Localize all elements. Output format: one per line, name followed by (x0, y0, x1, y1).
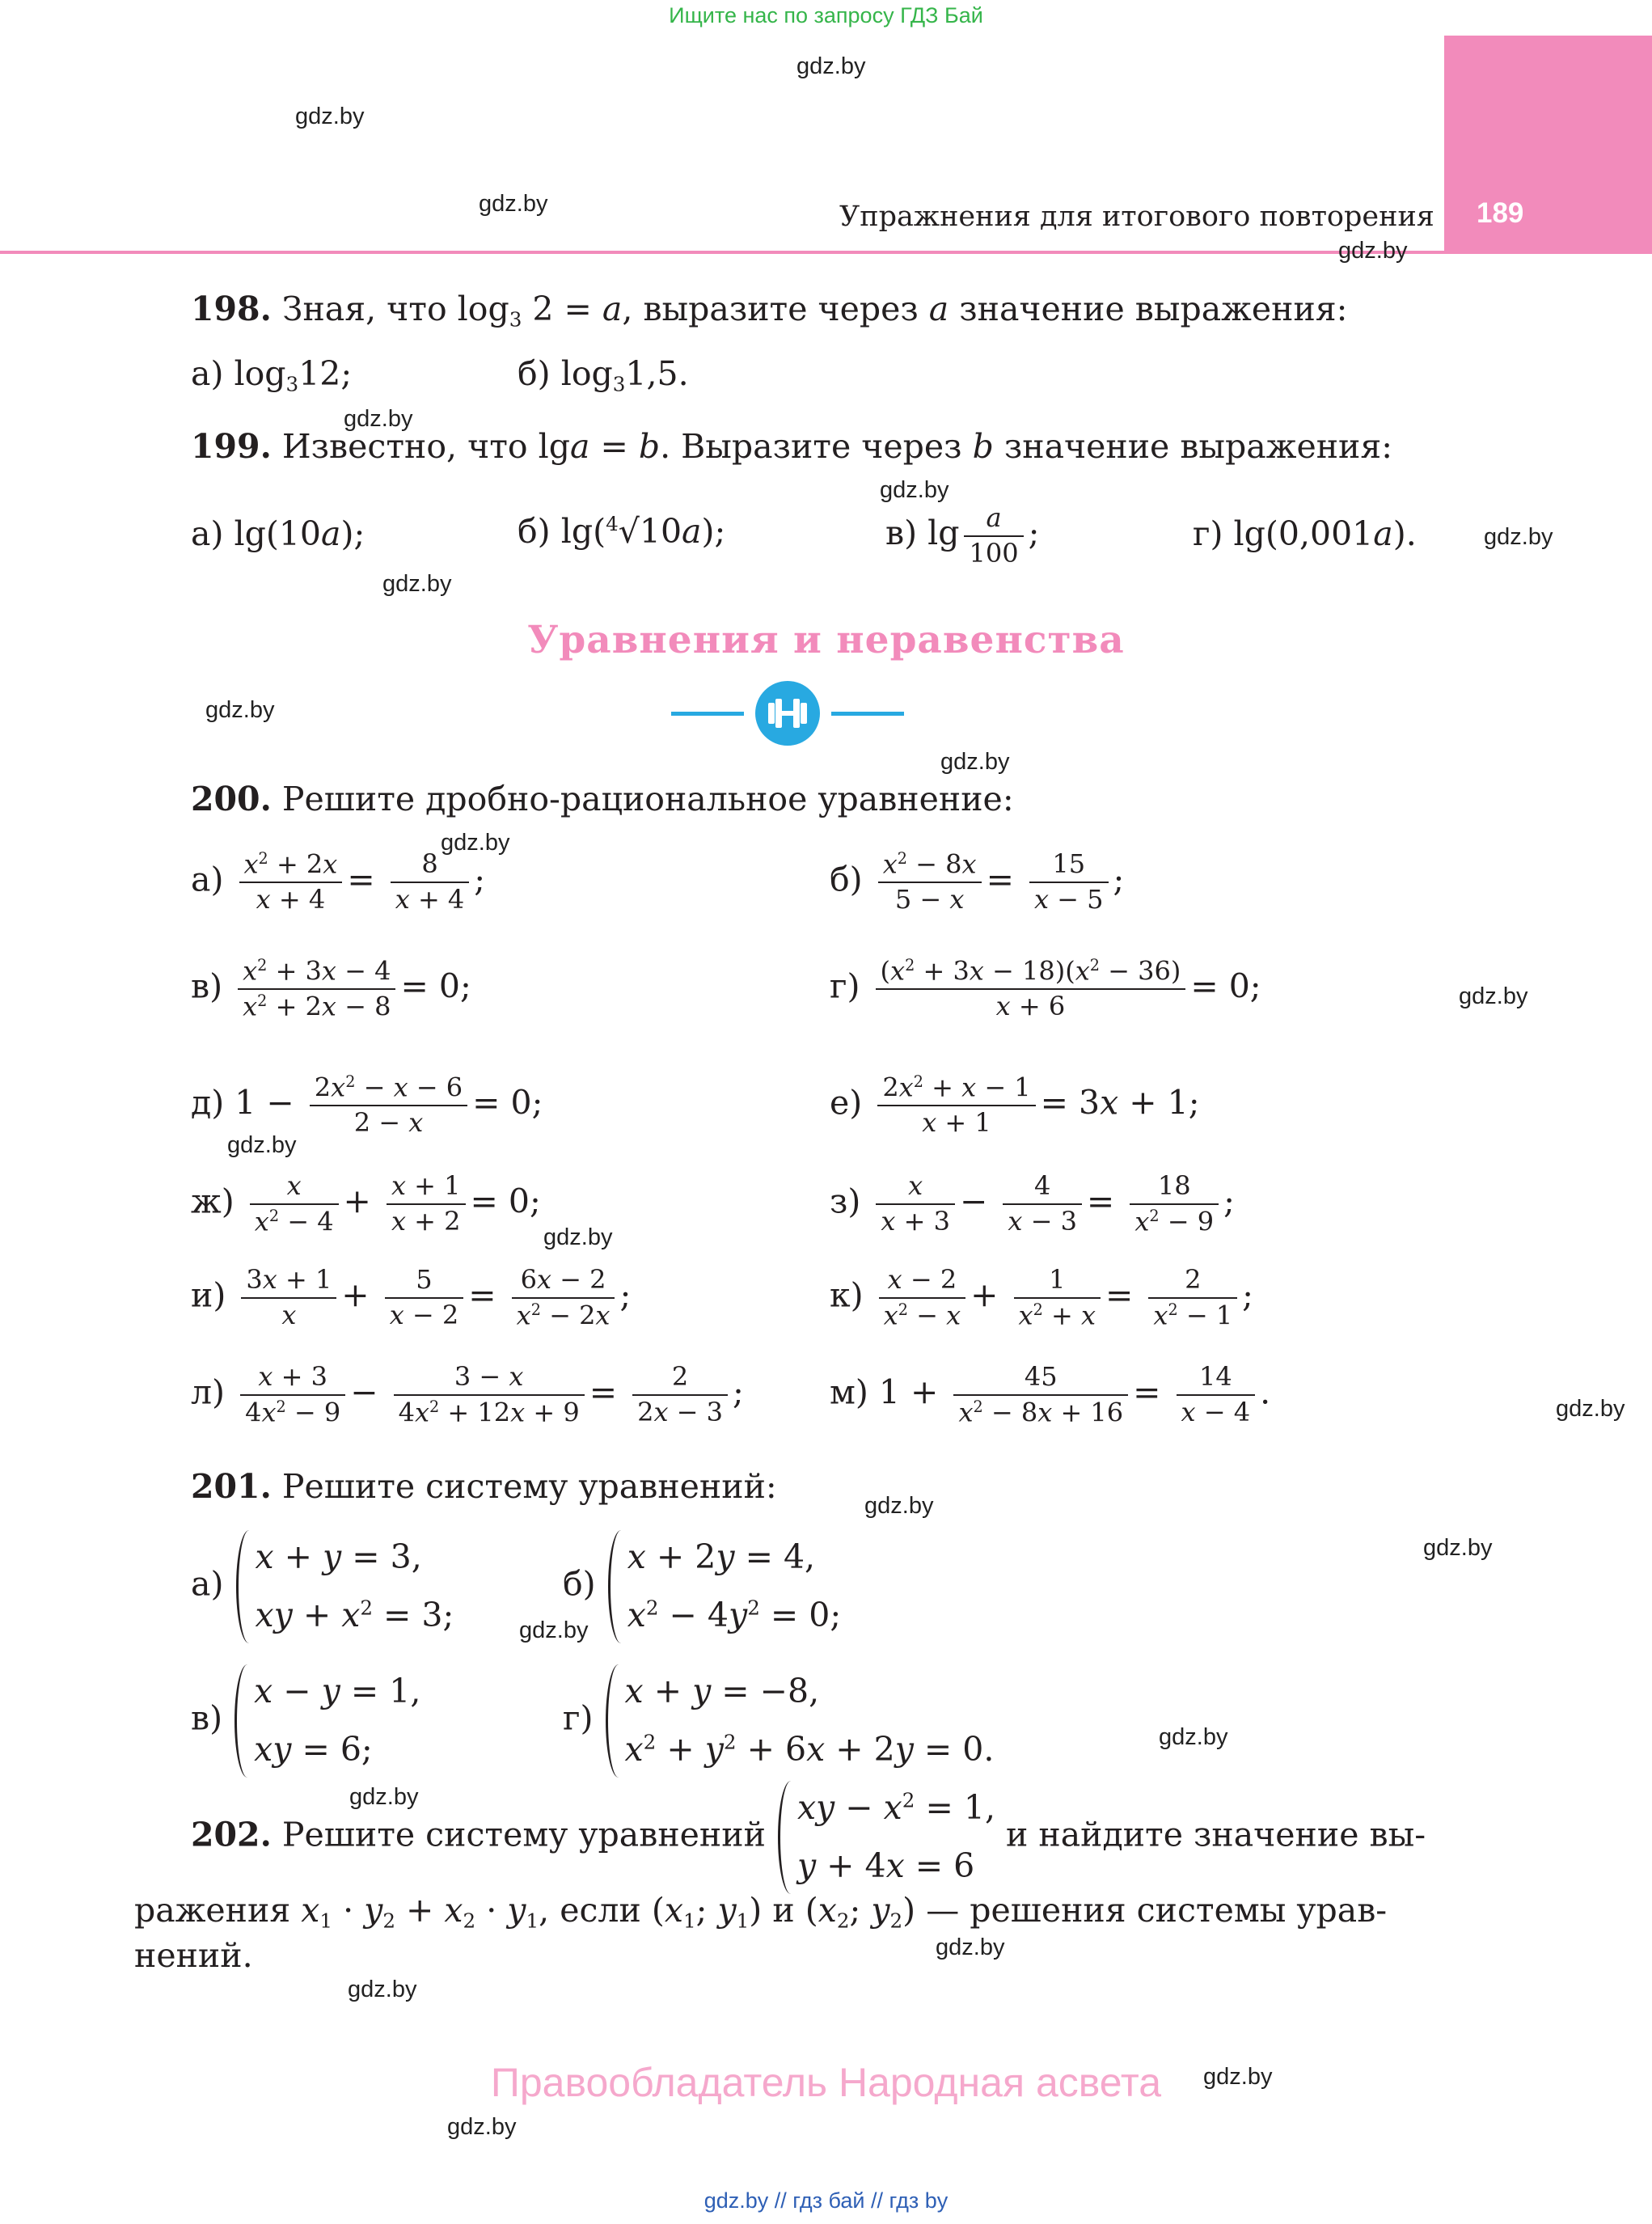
watermark: gdz.by (543, 1224, 613, 1250)
system-201-a: а) x + y = 3, xy + $x^2 = 3$; (191, 1528, 454, 1645)
watermark: gdz.by (1203, 2064, 1273, 2090)
problem-199: 199. Известно, что lga = b. Выразите через b значение выражения: (191, 427, 1393, 466)
system-201-g: г) x + y = −8, $x^2 + y^2 + 6x + 2y = 0$. (563, 1663, 994, 1779)
system-201-b: б) x + 2y = 4, $x^2 - 4y^2 = 0$; (563, 1528, 841, 1645)
page-tab (1444, 36, 1652, 252)
eq-200-d: д) 1 − $\frac{2x^2 - x - 6}{2 - x}$ = 0; (191, 1072, 543, 1139)
watermark: gdz.by (382, 571, 452, 597)
problem-202-line3: нений. (134, 1936, 253, 1975)
watermark: gdz.by (1338, 238, 1408, 264)
top-banner-link[interactable]: Ищите нас по запросу ГДЗ Бай (669, 3, 983, 27)
watermark: gdz.by (1423, 1535, 1493, 1561)
running-title: Упражнения для итогового повторения (839, 201, 1434, 233)
watermark: gdz.by (864, 1493, 934, 1519)
watermark: gdz.by (1159, 1724, 1228, 1750)
section-title: Уравнения и неравенства (527, 618, 1125, 662)
problem-199-item-g: г) lg(0,001a). (1193, 514, 1417, 553)
copyright-owner: Правообладатель Народная асвета (490, 2060, 1162, 2105)
problem-200: 200. Решите дробно-рациональное уравнение: (191, 780, 1014, 818)
problem-202: 202. Решите систему уравнений xy − $x^2 = 1$, y + 4x = 6 и найдите значение вы- (191, 1779, 1426, 1896)
watermark: gdz.by (940, 749, 1010, 775)
watermark: gdz.by (205, 697, 275, 723)
problem-199-item-a: а) lg(10a); (191, 514, 365, 553)
problem-201: 201. Решите систему уравнений: (191, 1467, 777, 1506)
decor-line-left (671, 712, 744, 716)
problem-198-item-b: б) $\log_31,5$. (518, 354, 689, 396)
page-number: 189 (1477, 197, 1524, 229)
eq-200-g: г) $\frac{(x^2 + 3x - 18)(x^2 - 36)}{x + 6}$ = 0; (830, 955, 1261, 1022)
watermark: gdz.by (1556, 1396, 1625, 1422)
eq-200-b: б) $\frac{x^2 - 8x}{5 - x}$ = $\frac{15}{x - 5}$ ; (830, 848, 1125, 915)
watermark: gdz.by (348, 1977, 417, 2002)
watermark: gdz.by (1484, 524, 1553, 550)
system-201-v: в) x − y = 1, xy = 6; (191, 1663, 420, 1779)
decor-line-right (831, 712, 904, 716)
eq-200-a: а) $\frac{x^2 + 2x}{x + 4}$ = $\frac{8}{x + 4}$ ; (191, 848, 486, 915)
problem-198: 198. Зная, что $\log_3 2 = a$, выразите через a значение выражения: (191, 290, 1348, 332)
eq-200-l: л) $\frac{x + 3}{4x^2 - 9}$ − $\frac{3 - x}{4x^2 + 12x + 9}$ = $\frac{2}{2x - 3}$ ; (191, 1361, 744, 1428)
watermark: gdz.by (479, 191, 548, 217)
problem-202-line2: ражения $x_1 \cdot y_2 + x_2 \cdot y_1$, если ($x_1$; $y_1$) и ($x_2$; $y_2$) — решения системы урав- (134, 1891, 1388, 1933)
eq-200-i: и) $\frac{3x + 1}{x}$ + $\frac{5}{x - 2}$ = $\frac{6x - 2}{x^2 - 2x}$ ; (191, 1264, 632, 1331)
watermark: gdz.by (349, 1784, 419, 1810)
watermark: gdz.by (227, 1132, 297, 1158)
dumbbell-icon (755, 681, 820, 746)
watermark: gdz.by (519, 1617, 589, 1643)
eq-200-k: к) $\frac{x - 2}{x^2 - x}$ + $\frac{1}{x^2 + x}$ = $\frac{2}{x^2 - 1}$ ; (830, 1264, 1253, 1331)
watermark: gdz.by (344, 406, 413, 432)
problem-198-items: а) $\log_312$; (191, 354, 353, 396)
watermark: gdz.by (1459, 983, 1528, 1009)
problem-199-item-v: в) lg $\frac{a}{100}$ ; (885, 502, 1040, 569)
watermark: gdz.by (441, 830, 510, 856)
eq-200-v: в) $\frac{x^2 + 3x - 4}{x^2 + 2x - 8}$ = 0; (191, 955, 471, 1022)
eq-200-zh: ж) $\frac{x}{x^2 - 4}$ + $\frac{x + 1}{x + 2}$ = 0; (191, 1170, 541, 1237)
problem-199-item-b: б) lg($^4$√10a); (518, 511, 726, 551)
eq-200-e: е) $\frac{2x^2 + x - 1}{x + 1}$ = 3x + 1; (830, 1072, 1200, 1139)
eq-200-z: з) $\frac{x}{x + 3}$ − $\frac{4}{x - 3}$ = $\frac{18}{x^2 - 9}$ ; (830, 1170, 1235, 1237)
watermark: gdz.by (880, 477, 949, 503)
watermark: gdz.by (447, 2114, 517, 2140)
eq-200-m: м) 1 + $\frac{45}{x^2 - 8x + 16}$ = $\frac{14}{x - 4}$ . (830, 1361, 1271, 1428)
watermark: gdz.by (796, 53, 866, 79)
watermark: gdz.by (936, 1934, 1005, 1960)
footer-links[interactable]: gdz.by // гдз бай // гдз by (703, 2188, 949, 2213)
watermark: gdz.by (295, 104, 365, 129)
